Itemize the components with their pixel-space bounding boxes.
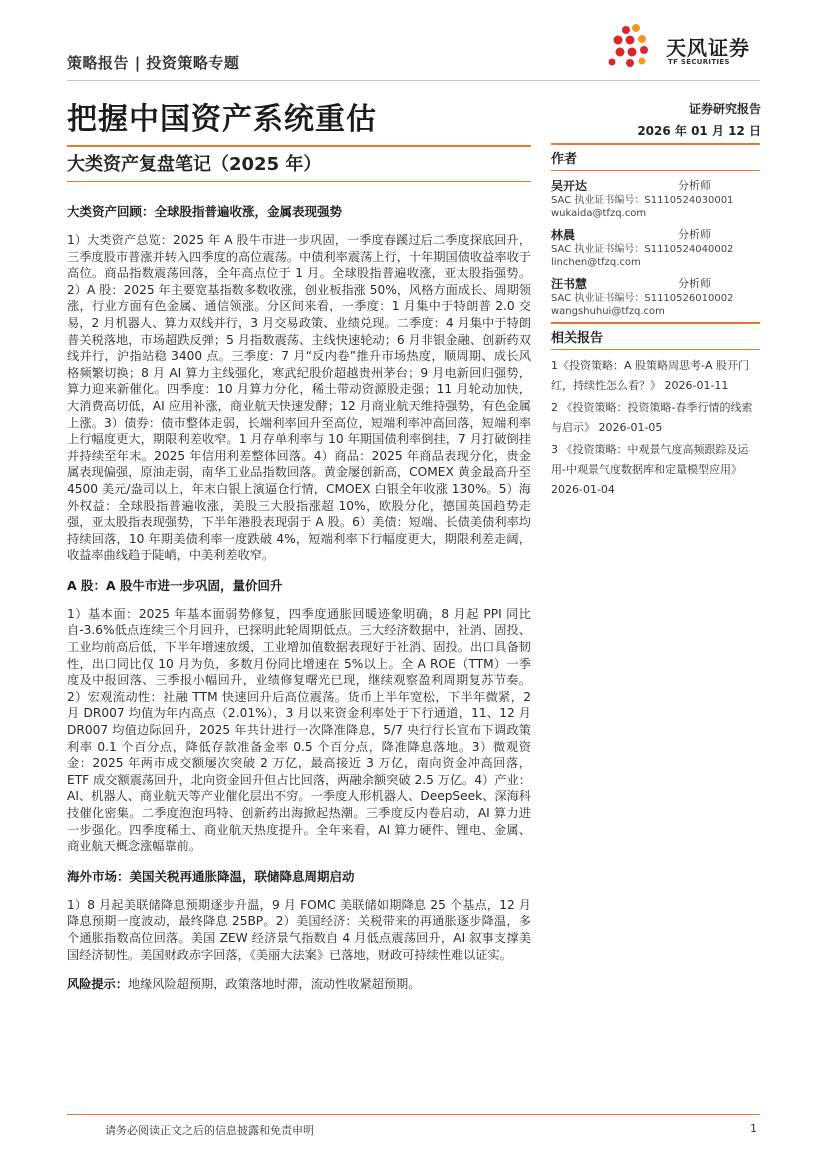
author-cert: SAC 执业证书编号：S1110526010002	[551, 293, 734, 304]
authors-heading: 作者	[551, 143, 760, 171]
page-title: 把握中国资产系统重估	[67, 102, 377, 137]
report-type: 证券研究报告	[688, 102, 761, 116]
author-email[interactable]: wukaida@tfzq.com	[551, 208, 647, 219]
main-content	[67, 202, 531, 992]
title-divider	[67, 145, 531, 147]
author-email[interactable]: wangshuhui@tfzq.com	[551, 306, 665, 317]
report-category: 策略报告 | 投资策略专题	[67, 54, 240, 72]
section-title: 大类资产回顾：全球股指普遍收涨，金属表现强势	[67, 204, 343, 219]
section-title: A 股：A 股牛市进一步巩固，量价回升	[67, 577, 283, 593]
related-reports-panel	[551, 322, 760, 502]
author-name: 吴开达	[551, 179, 588, 193]
logo-chinese-name: 天风证券	[666, 36, 750, 60]
author-item	[551, 275, 760, 318]
page-subtitle: 大类资产复盘笔记（2025 年）	[67, 154, 322, 175]
section-body: 1）大类资产总览：2025 年 A 股牛市进一步巩固，一季度春蹊过后二季度探底回升，三季度股市普涨并转入四季度的高位震荡。中债利率震荡上行，十年期国债收益率收于高位。商品指数震荡回落，全年高点位于 1 月。全球股指普遍收涨，亚太股指强势。2）A 股：2025 年主要宽基指数多数收涨，创业板指涨 50%，风格方面成长、周期领涨，行业方面有色金属、通信领涨。分区间来看，一季度：1 月集中于特朗普 2.0 交易，2 月机器人、算力双线并行，3 月交易政策、业绩兑现。二季度：4 月集中于特朗普关税落地，市场超跌反弹；5 月指数震荡、主线快速轮动；6 月非银金融、创新药双线并行，沪指站稳 3400 点。三季度：7 月“反内卷”推升市场热度，顺周期、成长风格频繁切换；8 月 AI 算力主线强化，寒武纪股价超越贵州茅台；9 月电新回归强势，算力迎来新催化。四季度：10 月算力分化，稀土带动资源股走强；11 月轮动加快，大消费高切低，AI 应用补涨，商业航天快速发酵；12 月商业航天维持强势，有色金属上涨。3）债券：债市整体走弱，长端利率回升至高位，短端利率冲高回落，短端利率上行幅度更大，期限利差收窄。1 月存单利率与 10 年期国债利率倒挂，7 月打破倒挂并持续至年末。2025 年信用利差整体回落。4）商品：2025 年商品表现分化，贵金属表现偏强，原油走弱，南华工业品指数回落。黄金屡创新高，COMEX 黄金最高升至 4500 美元/盎司以上，年末白银上演逼仓行情，CMOEX 白银全年收涨 130%。5）海外权益：全球股指普遍收涨，美股三大股指涨超 10%，欧股分化，德国英国趋势走强，亚太股指表现强势，下半年港股表现弱于 A 股。6）美债：短端、长债美债利率均持续回落，10 年期美债利率一度跌破 4%，短端利率下行幅度更大，期限利差走阔，收益率曲线趋于陡峭，中美利差收窄。	[67, 233, 531, 563]
page-number: 1	[750, 1122, 757, 1135]
author-role: 分析师	[678, 228, 711, 241]
authors-panel	[551, 143, 760, 318]
author-name: 林晨	[551, 228, 576, 242]
author-cert: SAC 执业证书编号：S1110524040002	[551, 244, 734, 255]
risk-label: 风险提示：	[67, 977, 128, 992]
author-item	[551, 226, 760, 269]
author-role: 分析师	[678, 179, 711, 192]
footer-disclaimer: 请务必阅读正文之后的信息披露和免责申明	[105, 1124, 314, 1137]
author-item	[551, 177, 760, 220]
author-role: 分析师	[678, 277, 711, 290]
section-body: 1）基本面：2025 年基本面弱势修复，四季度通胀回暖迹象明确，8 月起 PPI 同比自-3.6%低点连续三个月回升，已探明此轮周期低点。三大经济数据中，社消、固投、工业均前高后低，下半年增速放缓，工业增加值数据表现好于社消、固投。出口具备韧性，出口同比仅 10 月为负，多数月份同比增速在 5%以上。全 A ROE（TTM）一季度及中报回落、三季报小幅回升，业绩修复曙光已现，继续观察盈利周期复苏节奏。2）宏观流动性：社融 TTM 快速回升后高位震荡。货币上半年宽松，下半年微紧，2 月 DR007 均值为年内高点（2.01%），3 月以来资金利率处于下行通道，11、12 月 DR007 均值边际回升，2025 年共计进行一次降准降息，5/7 央行行长宣布下调政策利率 0.1 个百分点，降低存款准备金率 0.5 个百分点，降准降息落地。3）微观资金：2025 年两市成交额屡次突破 2 万亿，最高接近 3 万亿，南向资金冲高回落，ETF 成交额震荡回升，北向资金回升但占比回落，两融余额突破 2.5 万亿。4）产业：AI、机器人、商业航天等产业催化层出不穷。一季度人形机器人、DeepSeek、深海科技催化密集。二季度泡泡玛特、创新药出海掀起热潮。三季度反内卷启动，AI 算力进一步强化。四季度稀土、商业航天热度提升。全年来看，AI 算力硬件、锂电、金属、商业航天概念涨幅靠前。	[67, 606, 531, 854]
risk-warning	[67, 975, 531, 992]
author-name: 汪书慧	[551, 277, 588, 291]
header-divider	[67, 80, 760, 81]
related-report-link[interactable]: 2 《投资策略：投资策略-春季行情的线索与启示》 2026-01-05	[551, 401, 753, 434]
author-cert: SAC 执业证书编号：S1110524030001	[551, 195, 734, 206]
section-title: 海外市场：美国关税再通胀降温，联储降息周期启动	[67, 868, 355, 884]
risk-text: 地缘风险超预期，政策落地时滞，流动性收紧超预期。	[127, 977, 421, 992]
logo-english-name: TF SECURITIES	[668, 58, 730, 66]
section-body: 1）8 月起美联储降息预期逐步升温，9 月 FOMC 美联储如期降息 25 个基点，12 月降息预期一度波动，最终降息 25BP。2）美国经济：关税带来的再通胀逐步降温，多个通胀指数高位回落。美国 ZEW 经济景气指数自 4 月低点震荡回升，AI 叙事支撑美国经济韧性。美国财政赤字回落，《美丽大法案》已落地，财政可持续性难以证实。	[67, 897, 531, 962]
report-date: 2026 年 01 月 12 日	[637, 124, 761, 138]
footer-divider	[67, 1114, 760, 1115]
related-report-link[interactable]: 1《投资策略：A 股策略周思考-A 股开门红，持续性怎么看？》 2026-01-11	[551, 359, 750, 392]
related-heading: 相关报告	[551, 322, 760, 350]
related-report-link[interactable]: 3 《投资策略：中观景气度高频跟踪及运用-中观景气度数据库和定量模型应用》 2026-01-04	[551, 443, 749, 496]
subtitle-divider	[67, 181, 531, 182]
author-email[interactable]: linchen@tfzq.com	[551, 257, 641, 268]
